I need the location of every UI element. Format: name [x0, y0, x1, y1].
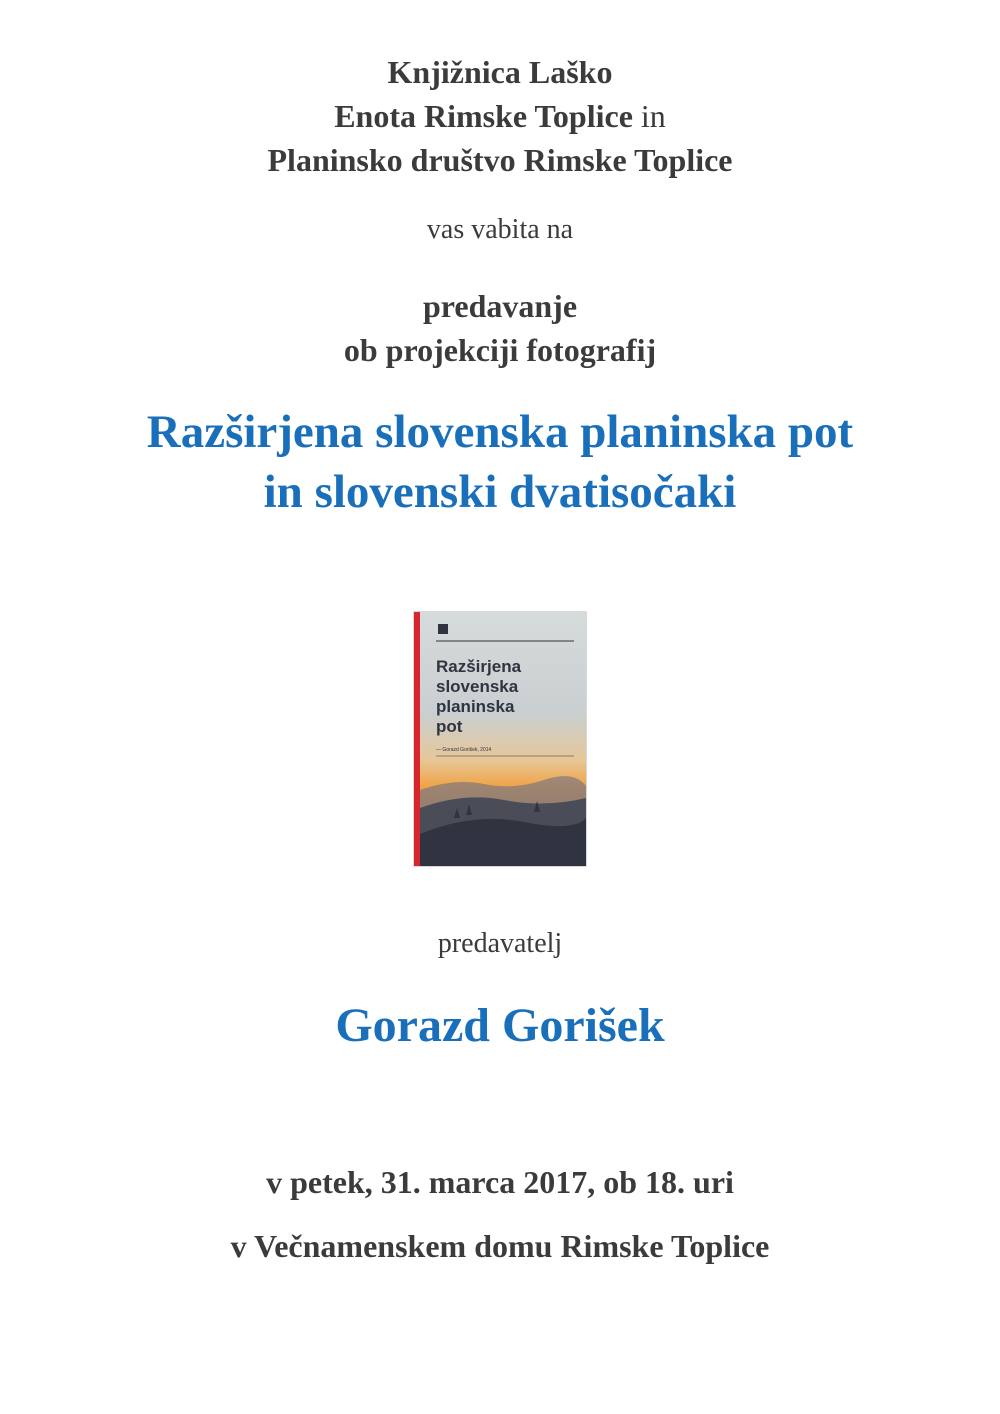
cover-author: — Gorazd Gorišek, 2014 — [436, 747, 492, 753]
organizer-branch-name: Enota Rimske Toplice — [334, 98, 633, 134]
organizers-block — [0, 50, 1000, 182]
event-title-line-1: Razširjena slovenska planinska pot — [146, 406, 854, 458]
cover-title-line-2: slovenska — [436, 677, 519, 696]
lecturer-name: Gorazd Gorišek — [335, 999, 665, 1052]
publisher-logo — [438, 624, 448, 634]
organizer-society: Planinsko društvo Rimske Toplice — [267, 142, 733, 178]
organizer-library: Knjižnica Laško — [387, 54, 613, 90]
event-title-line-2: in slovenski dvatisočaki — [263, 466, 737, 518]
event-title — [0, 402, 1000, 522]
book-cover-image — [414, 612, 586, 866]
cover-spine — [414, 612, 420, 866]
lecture-type: predavanje — [422, 288, 578, 324]
lecturer-label: predavatelj — [437, 928, 563, 959]
event-datetime: v petek, 31. marca 2017, ob 18. uri — [266, 1164, 734, 1200]
organizer-branch — [0, 94, 1000, 138]
event-venue: v Večnamenskem domu Rimske Toplice — [230, 1228, 770, 1264]
invite-text: vas vabita na — [426, 214, 574, 245]
organizer-conjunction: in — [632, 98, 666, 134]
lecture-type-block — [0, 284, 1000, 372]
lecture-subtitle: ob projekciji fotografij — [343, 332, 657, 368]
cover-title-line-3: planinska — [436, 697, 515, 716]
cover-title-line-1: Razširjena — [436, 657, 522, 676]
cover-title-line-4: pot — [436, 717, 463, 736]
